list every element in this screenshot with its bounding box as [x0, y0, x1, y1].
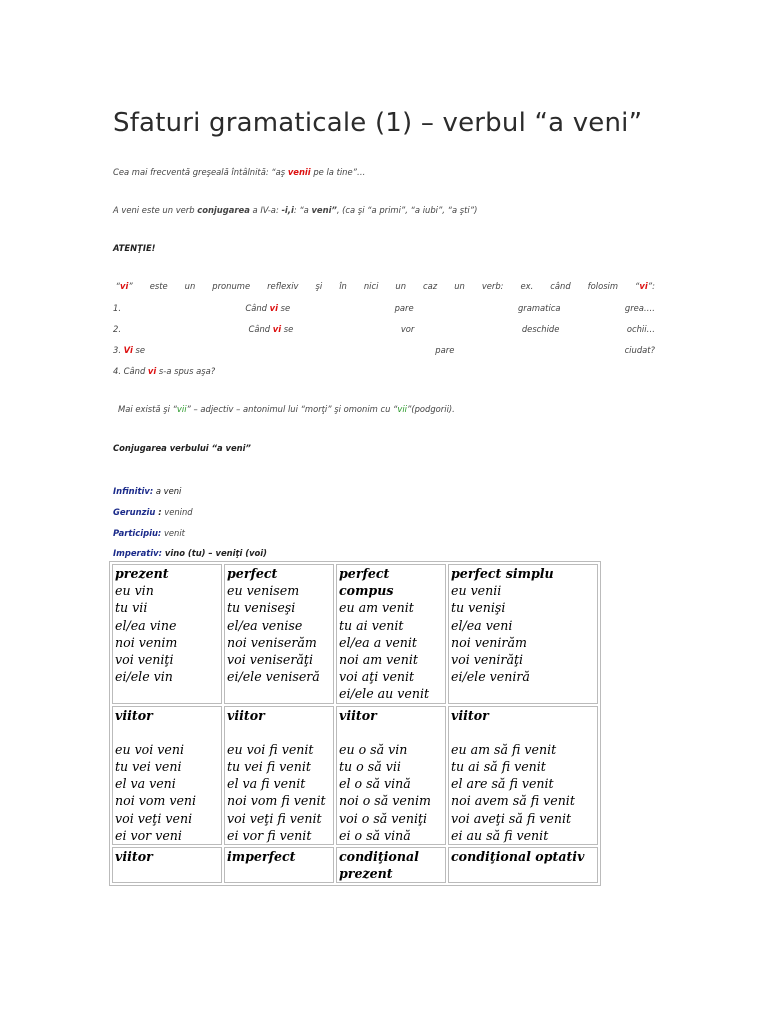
- word: nici: [363, 281, 379, 291]
- vi-pronoun-line: [113, 281, 655, 291]
- example-end: ciudat?: [624, 345, 655, 355]
- example-phrase: Când vi se: [245, 303, 291, 313]
- word: în: [339, 281, 347, 291]
- def-bold-ending: -i,i: [281, 205, 294, 215]
- example-row-3: [113, 345, 655, 355]
- example-word: gramatica: [517, 303, 561, 313]
- tense-cell-viitor-anterior-popular: viitor eu am să fi venit tu ai să fi venit el are să fi venit noi avem să fi venit voi aveţi să fi venit ei au să fi venit: [448, 706, 598, 845]
- table-row: [112, 847, 598, 883]
- word: un: [395, 281, 407, 291]
- conjugation-heading: Conjugarea verbului “a veni”: [113, 443, 251, 453]
- vii-note: Mai există şi “vii” – adjectiv – antonimul lui “morţi” şi omonim cu “vii”(podgorii).: [118, 404, 455, 414]
- conjugation-table: [109, 561, 601, 886]
- table-row: [112, 706, 598, 845]
- table-row: [112, 564, 598, 704]
- tense-cell-prezent: prezent eu vin tu vii el/ea vine noi venim voi veniţi ei/ele vin: [112, 564, 222, 704]
- word: un: [184, 281, 196, 291]
- intro-text-end: pe la tine”…: [310, 167, 366, 177]
- example-word: pare: [435, 345, 455, 355]
- tense-cell-conditional-optativ: condiţional optativ: [448, 847, 598, 883]
- word: verb:: [481, 281, 504, 291]
- def-bold-conjugarea: conjugarea: [197, 205, 250, 215]
- example-row-2: [113, 324, 655, 334]
- vi-quote-close: “vi”:: [635, 281, 655, 291]
- example-word: deschide: [521, 324, 560, 334]
- example-phrase: 3. Vi se: [113, 345, 146, 355]
- intro-line: [113, 167, 365, 177]
- example-row-4: 4. Când vi s-a spus aşa?: [113, 366, 216, 376]
- word: este: [149, 281, 168, 291]
- tense-cell-viitor-popular: viitor eu o să vin tu o să vii el o să vină noi o să venim voi o să veniţi ei o să vină: [336, 706, 446, 845]
- word: când: [550, 281, 571, 291]
- gerund-line: Gerunziu : venind: [113, 507, 193, 517]
- word: reflexiv: [267, 281, 299, 291]
- word: caz: [423, 281, 438, 291]
- tense-cell-perfect-simplu: perfect simplu eu venii tu venişi el/ea veni noi venirăm voi venirăţi ei/ele veniră: [448, 564, 598, 704]
- verb-definition-line: [113, 205, 477, 215]
- example-number: 2.: [113, 324, 121, 334]
- tense-cell-viitor-2: viitor: [112, 847, 222, 883]
- tense-cell-perfect-compus: perfect compus eu am venit tu ai venit el/ea a venit noi am venit voi aţi venit ei/ele au venit: [336, 564, 446, 704]
- atentie-heading: ATENŢIE!: [113, 243, 156, 253]
- def-text: , (ca şi “a primi”, “a iubi”, “a şti”): [336, 205, 478, 215]
- example-row-1: [113, 303, 655, 313]
- tense-cell-viitor-anterior: viitor eu voi fi venit tu vei fi venit el va fi venit noi vom fi venit voi veţi fi venit ei vor fi venit: [224, 706, 334, 845]
- def-text: A veni este un verb: [113, 205, 198, 215]
- example-word: vor: [400, 324, 415, 334]
- word: un: [454, 281, 465, 291]
- tense-cell-viitor: viitor eu voi veni tu vei veni el va veni noi vom veni voi veţi veni ei vor veni: [112, 706, 222, 845]
- imperative-line: Imperativ: vino (tu) – veniţi (voi): [113, 548, 268, 558]
- intro-highlight: venii: [287, 167, 311, 177]
- def-text: a IV-a:: [249, 205, 282, 215]
- def-bold-veni: veni”: [311, 205, 337, 215]
- tense-cell-perfect: perfect eu venisem tu veniseşi el/ea venise noi veniserăm voi veniserăţi ei/ele veniseră: [224, 564, 334, 704]
- example-number: 1.: [113, 303, 121, 313]
- tense-cell-conditional-prezent: condiţional prezent: [336, 847, 446, 883]
- word: pronume: [212, 281, 251, 291]
- page-title: Sfaturi gramaticale (1) – verbul “a veni”: [113, 108, 643, 138]
- word: şi: [315, 281, 323, 291]
- example-end: ochii…: [626, 324, 655, 334]
- word: folosim: [587, 281, 619, 291]
- infinitive-line: Infinitiv: a veni: [113, 486, 182, 496]
- word: ex.: [520, 281, 534, 291]
- example-phrase: Când vi se: [248, 324, 294, 334]
- example-word: pare: [394, 303, 414, 313]
- def-text: : “a: [293, 205, 312, 215]
- vi-quote-open: “vi”: [115, 281, 133, 291]
- participle-line: Participiu: venit: [113, 528, 185, 538]
- tense-cell-imperfect: imperfect: [224, 847, 334, 883]
- example-end: grea….: [624, 303, 655, 313]
- intro-text: Cea mai frecventă greşeală întâlnită: “aş: [113, 167, 288, 177]
